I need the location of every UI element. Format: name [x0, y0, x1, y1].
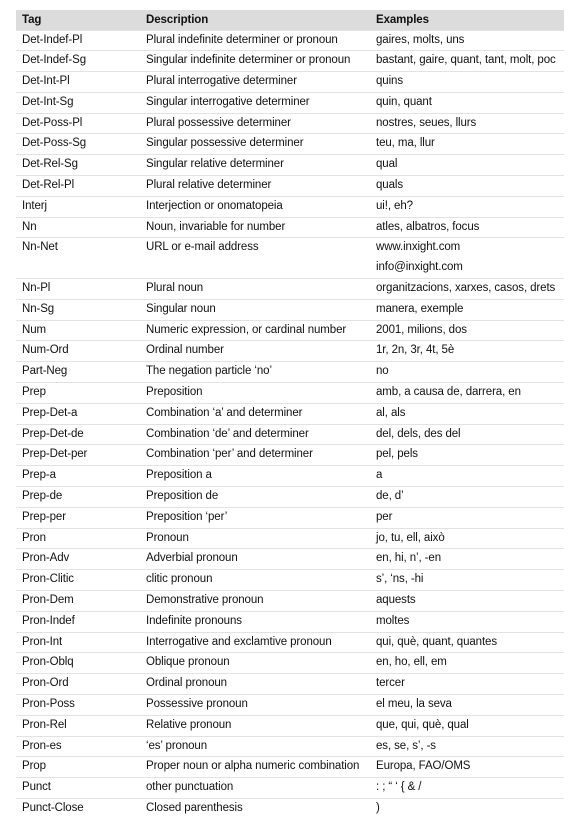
description-cell: Closed parenthesis	[146, 801, 243, 814]
table-row	[16, 632, 564, 653]
tag-cell: Interj	[22, 199, 47, 212]
table-row	[16, 51, 564, 72]
description-cell: Plural interrogative determiner	[146, 75, 297, 88]
examples-cell	[370, 320, 564, 341]
table-row	[16, 611, 564, 632]
example-text: bastant, gaire, quant, tant, molt, poc	[376, 54, 556, 67]
examples-cell	[370, 279, 564, 300]
table-row	[16, 695, 564, 716]
examples-cell	[370, 653, 564, 674]
table-row	[16, 113, 564, 134]
tag-cell: Nn-Net	[22, 241, 58, 254]
description-cell: Interrogative and exclamtive pronoun	[146, 635, 332, 648]
examples-cell	[370, 51, 564, 72]
table-row	[16, 320, 564, 341]
tag-cell: Pron-Indef	[22, 614, 75, 627]
table-row	[16, 341, 564, 362]
examples-cell	[370, 778, 564, 799]
table-row	[16, 403, 564, 424]
table-row	[16, 549, 564, 570]
tag-cell: Det-Indef-Pl	[22, 33, 83, 46]
description-cell: Plural indefinite determiner or pronoun	[146, 33, 338, 46]
example-text: qual	[376, 158, 398, 171]
example-text: qui, què, quant, quantes	[376, 635, 498, 648]
table-row	[16, 383, 564, 404]
examples-cell	[370, 674, 564, 695]
examples-cell	[370, 196, 564, 217]
table-row	[16, 757, 564, 778]
example-text: de, d’	[376, 490, 404, 503]
example-text: 2001, milions, dos	[376, 323, 467, 336]
tag-cell: Prep-Det-de	[22, 427, 84, 440]
header-row	[16, 10, 564, 30]
table-row	[16, 176, 564, 197]
example-text: no	[376, 365, 389, 378]
table-row	[16, 196, 564, 217]
table-row	[16, 653, 564, 674]
example-text: amb, a causa de, darrera, en	[376, 386, 521, 399]
description-cell: Indefinite pronouns	[146, 614, 242, 627]
example-text: aquests	[376, 594, 416, 607]
table-row	[16, 736, 564, 757]
table-row	[16, 238, 564, 279]
tag-cell: Prep-Det-a	[22, 406, 78, 419]
examples-cell	[370, 238, 564, 279]
examples-cell	[370, 30, 564, 51]
example-text: es, se, s’, -s	[376, 739, 436, 752]
tag-cell: Pron-Dem	[22, 594, 74, 607]
tag-cell: Det-Rel-Sg	[22, 158, 78, 171]
description-cell: Plural relative determiner	[146, 179, 272, 192]
description-cell: Combination ‘de’ and determiner	[146, 427, 309, 440]
example-text: per	[376, 510, 393, 523]
example-text: : ; “ ‘ { & /	[376, 781, 422, 794]
tag-cell: Prop	[22, 760, 46, 773]
example-text: quins	[376, 75, 403, 88]
examples-cell	[370, 466, 564, 487]
table-row	[16, 487, 564, 508]
table-row	[16, 445, 564, 466]
table-row	[16, 362, 564, 383]
table-row	[16, 778, 564, 799]
description-cell: Singular possessive determiner	[146, 137, 304, 150]
examples-cell	[370, 383, 564, 404]
tag-cell: Pron-Rel	[22, 718, 67, 731]
description-cell: Singular interrogative determiner	[146, 95, 310, 108]
header-examples: Examples	[376, 13, 429, 26]
table-row	[16, 715, 564, 736]
examples-cell	[370, 549, 564, 570]
tag-cell: Pron-Int	[22, 635, 63, 648]
example-text: 1r, 2n, 3r, 4t, 5è	[376, 344, 455, 357]
tag-cell: Num-Ord	[22, 344, 69, 357]
example-text: teu, ma, llur	[376, 137, 435, 150]
tag-cell: Punct	[22, 781, 51, 794]
table-row	[16, 299, 564, 320]
table-row	[16, 134, 564, 155]
examples-cell	[370, 715, 564, 736]
example-text: en, ho, ell, em	[376, 656, 447, 669]
description-cell: Ordinal number	[146, 344, 224, 357]
example-text: Europa, FAO/OMS	[376, 760, 471, 773]
description-cell: The negation particle ‘no’	[146, 365, 272, 378]
examples-cell	[370, 424, 564, 445]
header-tag: Tag	[22, 13, 42, 26]
examples-cell	[370, 570, 564, 591]
tag-cell: Prep	[22, 386, 46, 399]
tag-cell: Det-Poss-Pl	[22, 116, 83, 129]
example-text: del, dels, des del	[376, 427, 461, 440]
description-cell: Proper noun or alpha numeric combination	[146, 760, 360, 773]
example-text: gaires, molts, uns	[376, 33, 465, 46]
tag-cell: Pron-Poss	[22, 698, 75, 710]
examples-cell	[370, 341, 564, 362]
header-description: Description	[146, 13, 209, 26]
table-row	[16, 92, 564, 113]
example-text: www.inxight.com	[376, 241, 461, 254]
tag-cell: Part-Neg	[22, 365, 68, 378]
examples-cell	[370, 632, 564, 653]
tag-cell: Punct-Close	[22, 801, 84, 814]
table-row	[16, 507, 564, 528]
description-cell: Singular indefinite determiner or pronoun	[146, 54, 351, 67]
table-row	[16, 466, 564, 487]
tag-cell: Prep-per	[22, 510, 66, 523]
example-text: el meu, la seva	[376, 698, 452, 710]
description-cell: Ordinal pronoun	[146, 677, 227, 690]
description-cell: Preposition ‘per’	[146, 510, 228, 523]
table-row	[16, 72, 564, 93]
table-row	[16, 217, 564, 238]
example-text: nostres, seues, llurs	[376, 116, 477, 129]
examples-cell	[370, 217, 564, 238]
description-cell: Oblique pronoun	[146, 656, 230, 669]
examples-cell	[370, 528, 564, 549]
tag-cell: Det-Indef-Sg	[22, 54, 86, 67]
examples-cell	[370, 362, 564, 383]
table-row	[16, 279, 564, 300]
description-cell: other punctuation	[146, 781, 234, 794]
example-text: atles, albatros, focus	[376, 220, 480, 233]
examples-cell	[370, 113, 564, 134]
tag-cell: Nn	[22, 220, 37, 233]
tag-cell: Pron-Adv	[22, 552, 70, 565]
table-header	[16, 10, 564, 30]
example-text: ui!, eh?	[376, 199, 413, 212]
description-cell: Preposition de	[146, 490, 219, 503]
description-cell: Preposition a	[146, 469, 212, 482]
examples-cell	[370, 72, 564, 93]
examples-cell	[370, 798, 564, 818]
description-cell: clitic pronoun	[146, 573, 213, 586]
examples-cell	[370, 176, 564, 197]
description-cell: Pronoun	[146, 531, 189, 544]
description-cell: Combination ‘a’ and determiner	[146, 406, 303, 419]
examples-cell	[370, 487, 564, 508]
tag-cell: Prep-de	[22, 490, 63, 503]
example-text: s’, ‘ns, -hi	[376, 573, 424, 586]
example-text: quals	[376, 179, 403, 192]
example-text: pel, pels	[376, 448, 418, 461]
example-text: organitzacions, xarxes, casos, drets	[376, 282, 556, 295]
example-text: quin, quant	[376, 95, 432, 108]
tag-cell: Prep-a	[22, 469, 56, 482]
examples-cell	[370, 736, 564, 757]
description-cell: Demonstrative pronoun	[146, 594, 264, 607]
table-row	[16, 155, 564, 176]
tag-cell: Nn-Sg	[22, 302, 55, 315]
description-cell: Noun, invariable for number	[146, 220, 286, 233]
example-text: a	[376, 469, 383, 482]
example-text: )	[376, 801, 380, 814]
tag-cell: Pron-es	[22, 739, 62, 752]
description-cell: Preposition	[146, 386, 203, 399]
examples-cell	[370, 695, 564, 716]
examples-cell	[370, 507, 564, 528]
tag-cell: Pron-Ord	[22, 677, 69, 690]
tag-cell: Pron	[22, 531, 46, 544]
examples-cell	[370, 445, 564, 466]
tag-cell: Nn-Pl	[22, 282, 51, 295]
tag-cell: Num	[22, 323, 46, 336]
table-body	[16, 30, 564, 819]
example-text: manera, exemple	[376, 302, 464, 315]
table-row	[16, 30, 564, 51]
example-text: en, hi, n’, -en	[376, 552, 441, 565]
table-row	[16, 528, 564, 549]
examples-cell	[370, 757, 564, 778]
table-row	[16, 674, 564, 695]
example-text: que, qui, què, qual	[376, 718, 469, 731]
examples-cell	[370, 134, 564, 155]
description-cell: URL or e-mail address	[146, 241, 259, 254]
table-row	[16, 570, 564, 591]
tag-cell: Pron-Clitic	[22, 573, 74, 586]
description-cell: Plural possessive determiner	[146, 116, 291, 129]
description-cell: Singular relative determiner	[146, 158, 284, 171]
table-row	[16, 798, 564, 818]
tag-cell: Det-Int-Sg	[22, 95, 74, 108]
description-cell: ‘es’ pronoun	[146, 739, 208, 752]
example-text: jo, tu, ell, això	[376, 531, 445, 544]
description-cell: Singular noun	[146, 302, 216, 315]
examples-cell	[370, 299, 564, 320]
table-row	[16, 591, 564, 612]
table-row	[16, 424, 564, 445]
tag-cell: Det-Poss-Sg	[22, 137, 87, 150]
example-text: tercer	[376, 677, 405, 690]
example-text: al, als	[376, 406, 406, 419]
examples-cell	[370, 403, 564, 424]
tag-table	[16, 10, 564, 819]
tag-cell: Det-Rel-Pl	[22, 179, 75, 192]
description-cell: Numeric expression, or cardinal number	[146, 323, 347, 336]
examples-cell	[370, 611, 564, 632]
examples-cell	[370, 155, 564, 176]
description-cell: Interjection or onomatopeia	[146, 199, 283, 212]
tag-cell: Det-Int-Pl	[22, 75, 70, 88]
tag-cell: Pron-Oblq	[22, 656, 74, 669]
description-cell: Possessive pronoun	[146, 698, 248, 710]
example-text: moltes	[376, 614, 410, 627]
description-cell: Combination ‘per’ and determiner	[146, 448, 313, 461]
examples-cell	[370, 591, 564, 612]
tag-cell: Prep-Det-per	[22, 448, 88, 461]
example-text: info@inxight.com	[376, 261, 463, 274]
description-cell: Adverbial pronoun	[146, 552, 238, 565]
description-cell: Plural noun	[146, 282, 204, 295]
description-cell: Relative pronoun	[146, 718, 232, 731]
examples-cell	[370, 92, 564, 113]
